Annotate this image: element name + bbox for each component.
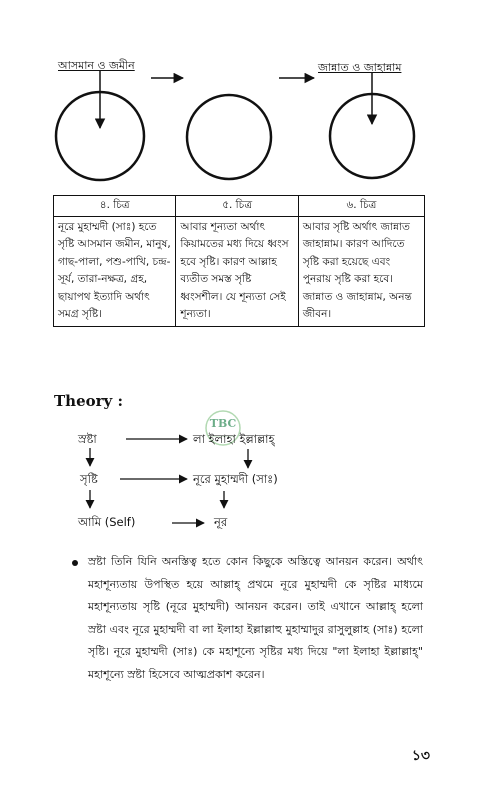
comparison-table	[53, 195, 425, 327]
table-cell: আবার শূন্যতা অর্থাৎ কিয়ামতের মধ্য দিয়ে ধ্বংস হবে সৃষ্টি। কারণ আল্লাহ ব্যতীত সমস্ত সৃষ্টি ধ্বংসশীল। যে শূন্যতা সেই শূন্যতা।	[176, 216, 298, 326]
label-jannat-jahannam: জান্নাত ও জাহান্নাম	[318, 61, 402, 74]
node-nure-muhammadi: নূরে মুহাম্মদী (সাঃ)	[193, 472, 278, 486]
logo-text: TBC	[209, 417, 237, 430]
node-lailaha: লা ইলাহা ইল্লাল্লাহ্	[193, 432, 275, 446]
table-cell: আবার সৃষ্টি অর্থাৎ জান্নাত জাহান্নাম। কারণ আদিতে সৃষ্টি করা হয়েছে এবং পুনরায় সৃষ্টি করা হবে। জান্নাত ও জাহান্নাম, অনন্ত জীবন।	[298, 216, 424, 326]
theory-heading: Theory :	[54, 392, 123, 410]
table-header: ৫. চিত্র	[176, 196, 298, 217]
table-row	[54, 216, 425, 326]
node-ami-self: আমি (Self)	[78, 515, 136, 529]
table-header-row	[54, 196, 425, 217]
label-asman-jamin: আসমান ও জমীন	[58, 59, 135, 72]
bullet-point	[72, 560, 78, 566]
table-cell: নূরে মুহাম্মদী (সাঃ) হতে সৃষ্টি আসমান জমীন, মানুষ, গাছ-পালা, পশু-পাখি, চন্দ্র-সূর্য, তারা-নক্ষত্র, গ্রহ, ছায়াপথ ইত্যাদি অর্থাৎ সমগ্র সৃষ্টি।	[54, 216, 176, 326]
node-srishti: সৃষ্টি	[80, 472, 98, 486]
circle-middle	[187, 95, 271, 179]
table-header: ৬. চিত্র	[298, 196, 424, 217]
node-srishta: স্রষ্টা	[78, 432, 97, 446]
table-header: ৪. চিত্র	[54, 196, 176, 217]
body-paragraph: স্রষ্টা তিনি যিনি অনস্তিত্ব হতে কোন কিছুকে অস্তিত্বে আনয়ন করেন। অর্থাৎ মহাশূন্যতায় উপস্থিত হয়ে আল্লাহ্ প্রথমে নূরে মুহাম্মদী কে সৃষ্টির মাধ্যমে মহাশূন্যতায় সৃষ্টি (নূরে মুহাম্মদী) আনয়ন করেন। তাই এখানে আল্লাহ্ হলো স্রষ্টা এবং নূরে মুহাম্মদী বা লা ইলাহা ইল্লাল্লাহু মুহাম্মাদুর রাসুলুল্লাহ (সাঃ) হলো সৃষ্টি। নূরে মুহাম্মদী (সাঃ) কে মহাশূন্যে সৃষ্টির মধ্য দিয়ে "লা ইলাহা ইল্লাল্লাহ্" মহাশূন্যে স্রষ্টা হিসেবে আত্মপ্রকাশ করেন।	[88, 555, 423, 681]
node-nur: নূর	[214, 515, 228, 529]
page-number: ১৩	[411, 748, 430, 764]
